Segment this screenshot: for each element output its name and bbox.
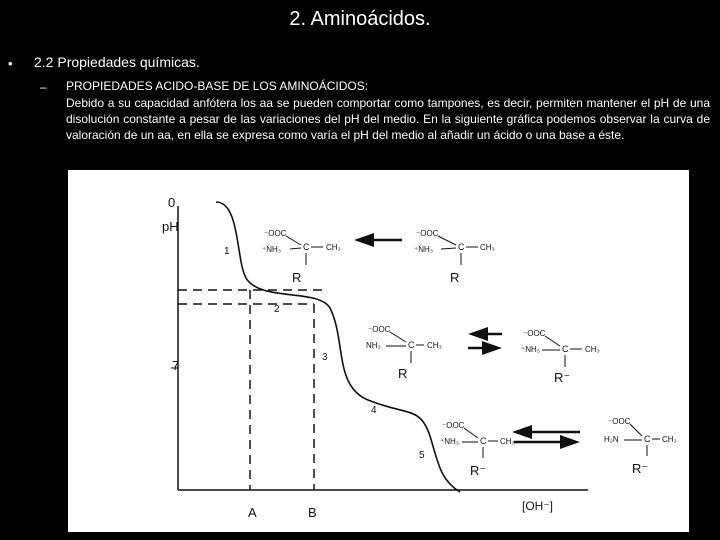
sub-heading: PROPIEDADES ACIDO-BASE DE LOS AMINOÁCIDOS: [66,79,369,93]
svg-text:⁻OOC: ⁻OOC [442,421,465,430]
svg-text:R⁻: R⁻ [470,463,487,478]
arrow-left-icon [354,233,402,247]
x-label-a: A [248,505,257,520]
slide-title: 2. Aminoácidos. [289,8,431,30]
region-number-1: 1 [224,246,230,257]
svg-text:R⁻: R⁻ [632,461,649,476]
svg-text:⁻OOC: ⁻OOC [264,229,287,238]
arrow-left-icon [512,425,580,439]
svg-text:⁺NH₃: ⁺NH₃ [440,437,460,446]
molecule-row2-right [521,329,600,385]
svg-text:⁻OOC: ⁻OOC [608,417,631,426]
svg-text:C: C [562,344,569,354]
titration-diagram [68,170,689,532]
svg-text:⁺NH₃: ⁺NH₃ [414,245,434,254]
svg-text:C: C [480,436,487,446]
svg-text:NH₃: NH₃ [366,341,381,350]
region-number-5: 5 [419,450,425,461]
svg-text:C: C [408,340,415,350]
svg-text:C: C [303,242,310,252]
svg-text:C: C [458,242,465,252]
region-number-4: 4 [371,405,377,416]
molecule-row3-right [604,417,677,476]
y-top-tick-label: 0 [168,195,176,210]
molecule-row2-left [366,325,442,381]
dashed-guides [178,290,326,490]
svg-text:⁺NH₃: ⁺NH₃ [521,345,541,354]
region-number-2: 2 [274,304,280,315]
arrow-left-icon [468,327,502,341]
equilibrium-row-3 [440,417,677,478]
y-axis-label: pH [162,219,179,234]
svg-text:CH₃: CH₃ [326,243,341,252]
svg-text:⁻OOC: ⁻OOC [416,229,439,238]
svg-text:⁺NH₃: ⁺NH₃ [262,245,282,254]
svg-text:R: R [450,270,460,285]
equilibrium-row-2 [366,325,600,385]
svg-text:C: C [644,434,651,444]
molecule-row1-left [262,229,341,285]
arrow-right-icon [514,435,580,449]
svg-text:CH₃: CH₃ [500,437,515,446]
svg-text:⁻OOC: ⁻OOC [368,325,391,334]
x-label-b: B [308,505,317,520]
svg-text:R: R [292,270,302,285]
molecule-row1-right [414,229,495,285]
sub-bullet-dash: – [40,80,47,94]
region-number-3: 3 [322,352,328,363]
svg-text:R: R [398,366,408,381]
svg-text:⁻OOC: ⁻OOC [523,329,546,338]
svg-text:R⁻: R⁻ [554,370,571,385]
molecule-row3-left [440,421,515,478]
x-axis-label: [OH⁻] [522,499,554,513]
titration-figure [68,170,689,532]
body-paragraph: Debido a su capacidad anfótera los aa se pueden comportar como tampones, es decir, permiten mantener el pH de una disolución constante a pesar de las variaciones del pH del medio. En la siguiente gráfica podemos observar la curva de valoración de un aa, en ella se expresa como varía el pH del medio al añadir un ácido o una base a éste. [66,96,710,142]
svg-text:H₂N: H₂N [604,435,619,444]
section-heading: 2.2 Propiedades químicas. [34,54,200,70]
y-seven-label: 7 [172,358,180,373]
svg-text:CH₃: CH₃ [662,435,677,444]
arrow-right-icon [468,341,502,355]
svg-text:CH₃: CH₃ [427,341,442,350]
svg-text:CH₃: CH₃ [585,345,600,354]
svg-text:CH₃: CH₃ [480,243,495,252]
bullet-dot: • [8,56,13,71]
equilibrium-row-1 [262,229,495,285]
